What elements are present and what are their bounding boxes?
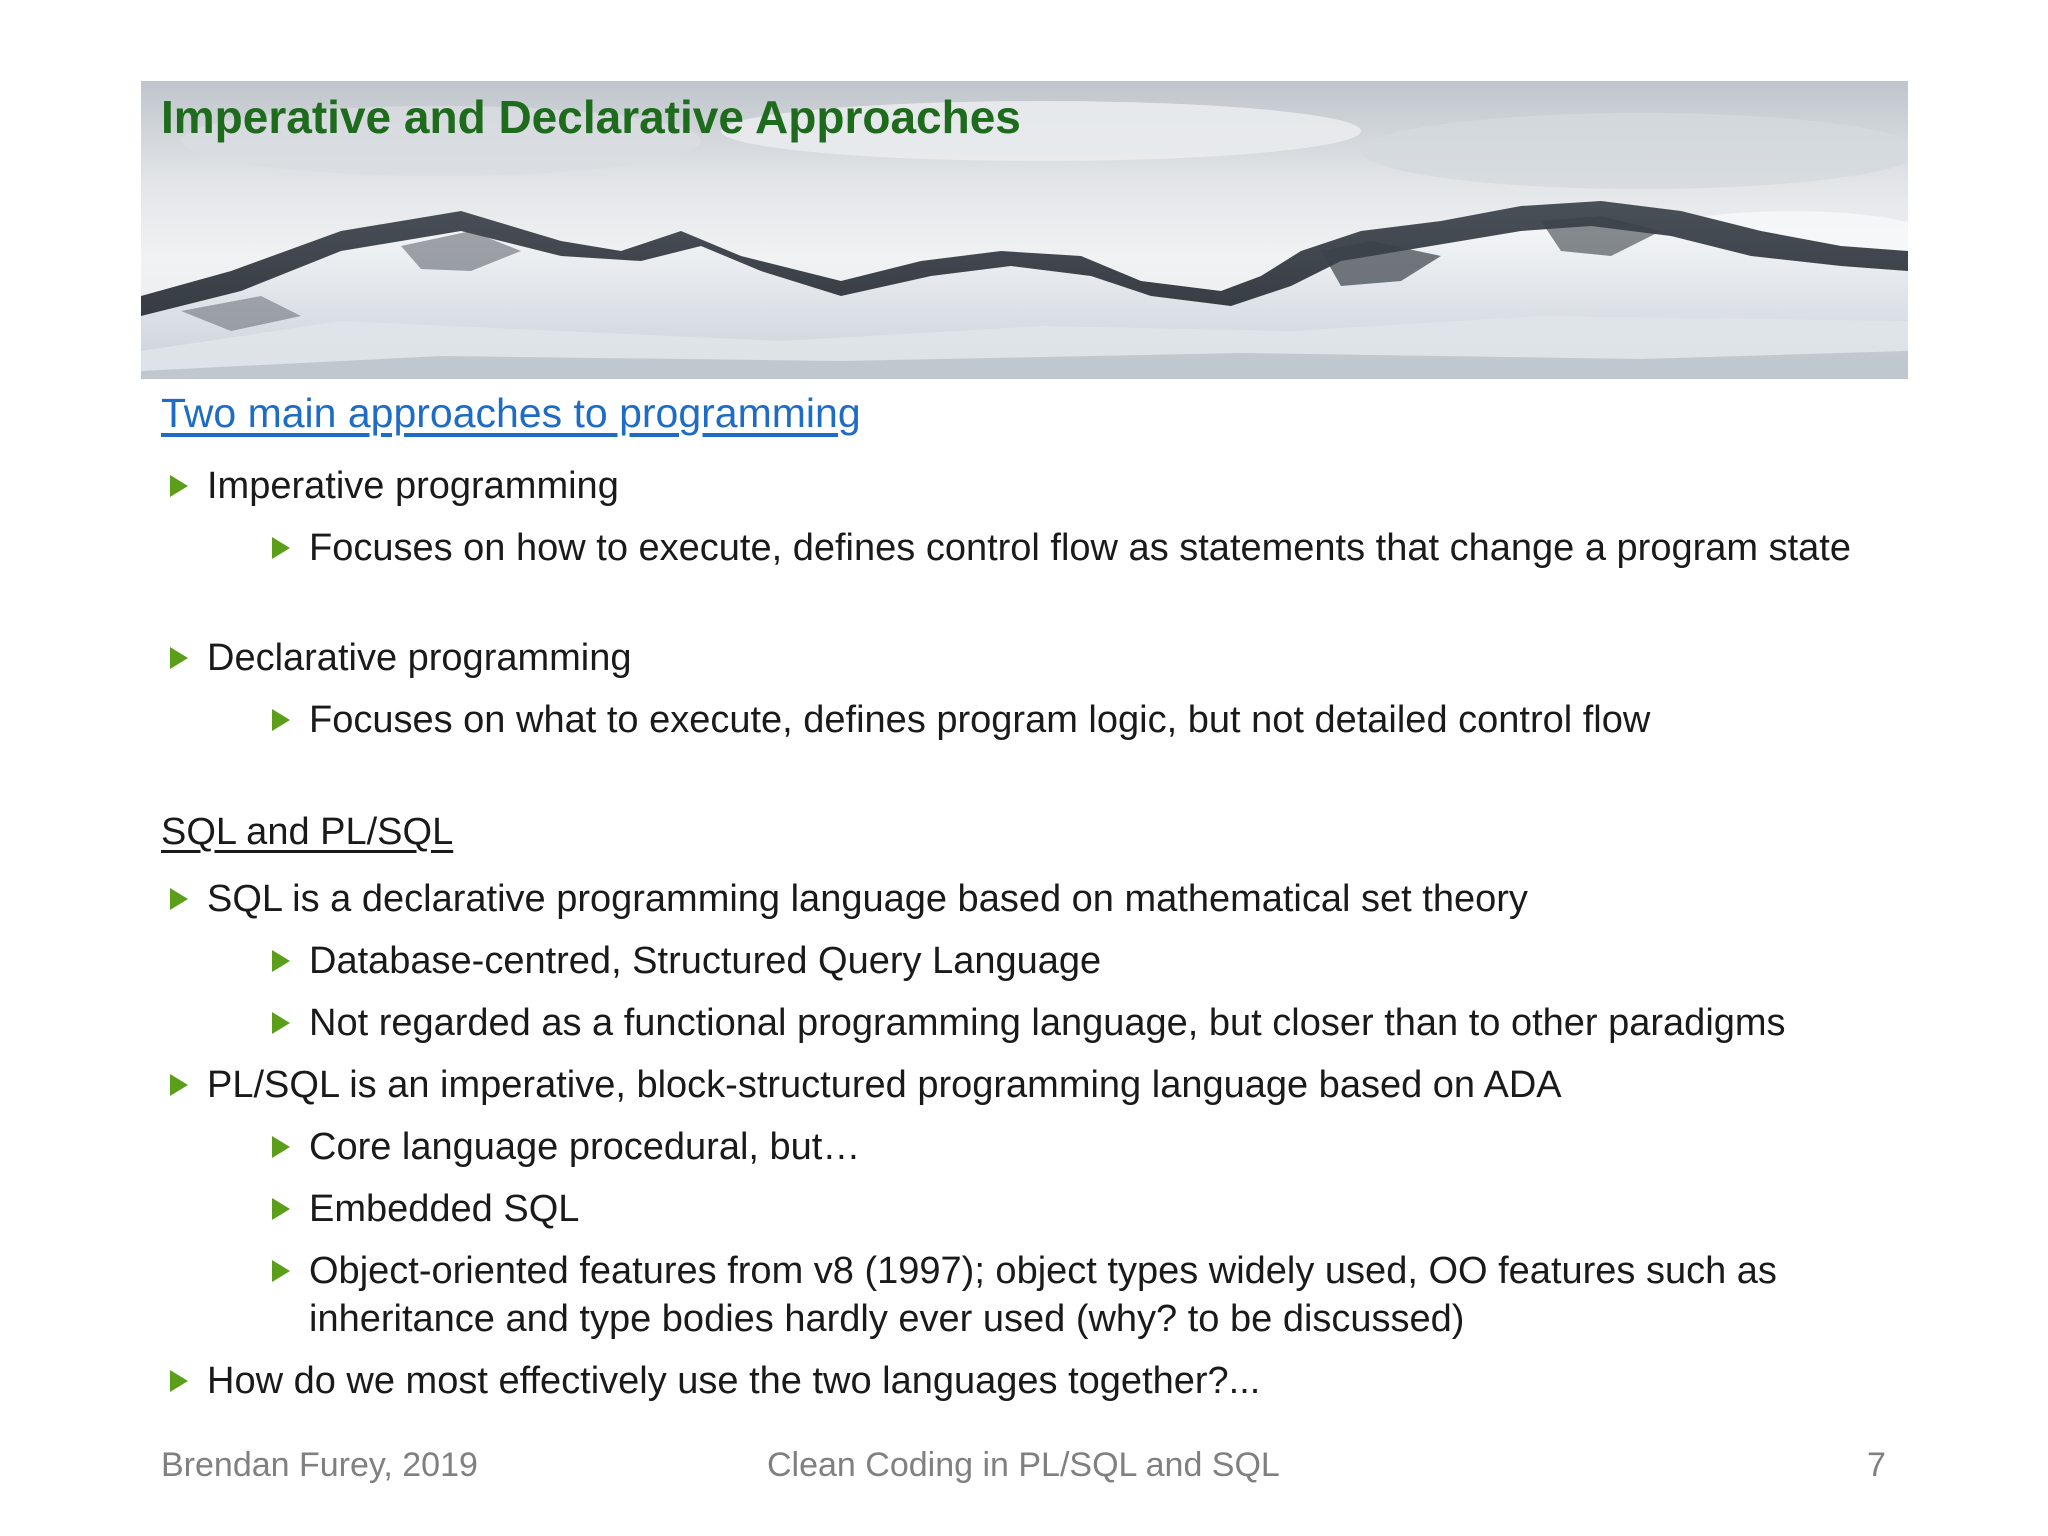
footer-page-number: 7 [1867,1446,1886,1484]
bullet-triangle-icon [272,1012,290,1034]
bullet-triangle-icon [170,1370,188,1392]
slide-title: Imperative and Declarative Approaches [161,91,1021,143]
bullet-triangle-icon [272,709,290,731]
bullet-triangle-icon [272,1198,290,1220]
footer-author: Brendan Furey, 2019 [161,1446,478,1484]
bullet-triangle-icon [170,888,188,910]
bullet-triangle-icon [170,1074,188,1096]
bullet-triangle-icon [272,537,290,559]
bullet-triangle-icon [170,475,188,497]
section-heading-sql: SQL and PL/SQL [161,811,454,853]
slide-content: Two main approaches to programming Imperative programming Focuses on how to execute, defines control flow as statements that change a program state Declarative programming Focuses on what to execute, defines program logic, but not detailed control flow SQL and PL/SQL SQL is a declarative programming language based on mathematical set theory Database-centred, Structured Query Language Not regarded as a functional programming language, but closer than to other paradigms PL/SQL is an imperative, block-structured programming language based on ADA Core language procedural, but… Embedded SQL Object-oriented features from v8 (1997); object types widely used, OO features such as inheritance and type bodies hardly ever used (why? to be discussed) How do we most effectively use the two languages together?... [161,390,1851,1402]
bullet-triangle-icon [170,647,188,669]
bullet-triangle-icon [272,950,290,972]
bullet-triangle-icon [272,1260,290,1282]
section-heading-approaches[interactable]: Two main approaches to programming [161,390,861,436]
bullet-triangle-icon [272,1136,290,1158]
footer-course-title: Clean Coding in PL/SQL and SQL [767,1446,1280,1484]
